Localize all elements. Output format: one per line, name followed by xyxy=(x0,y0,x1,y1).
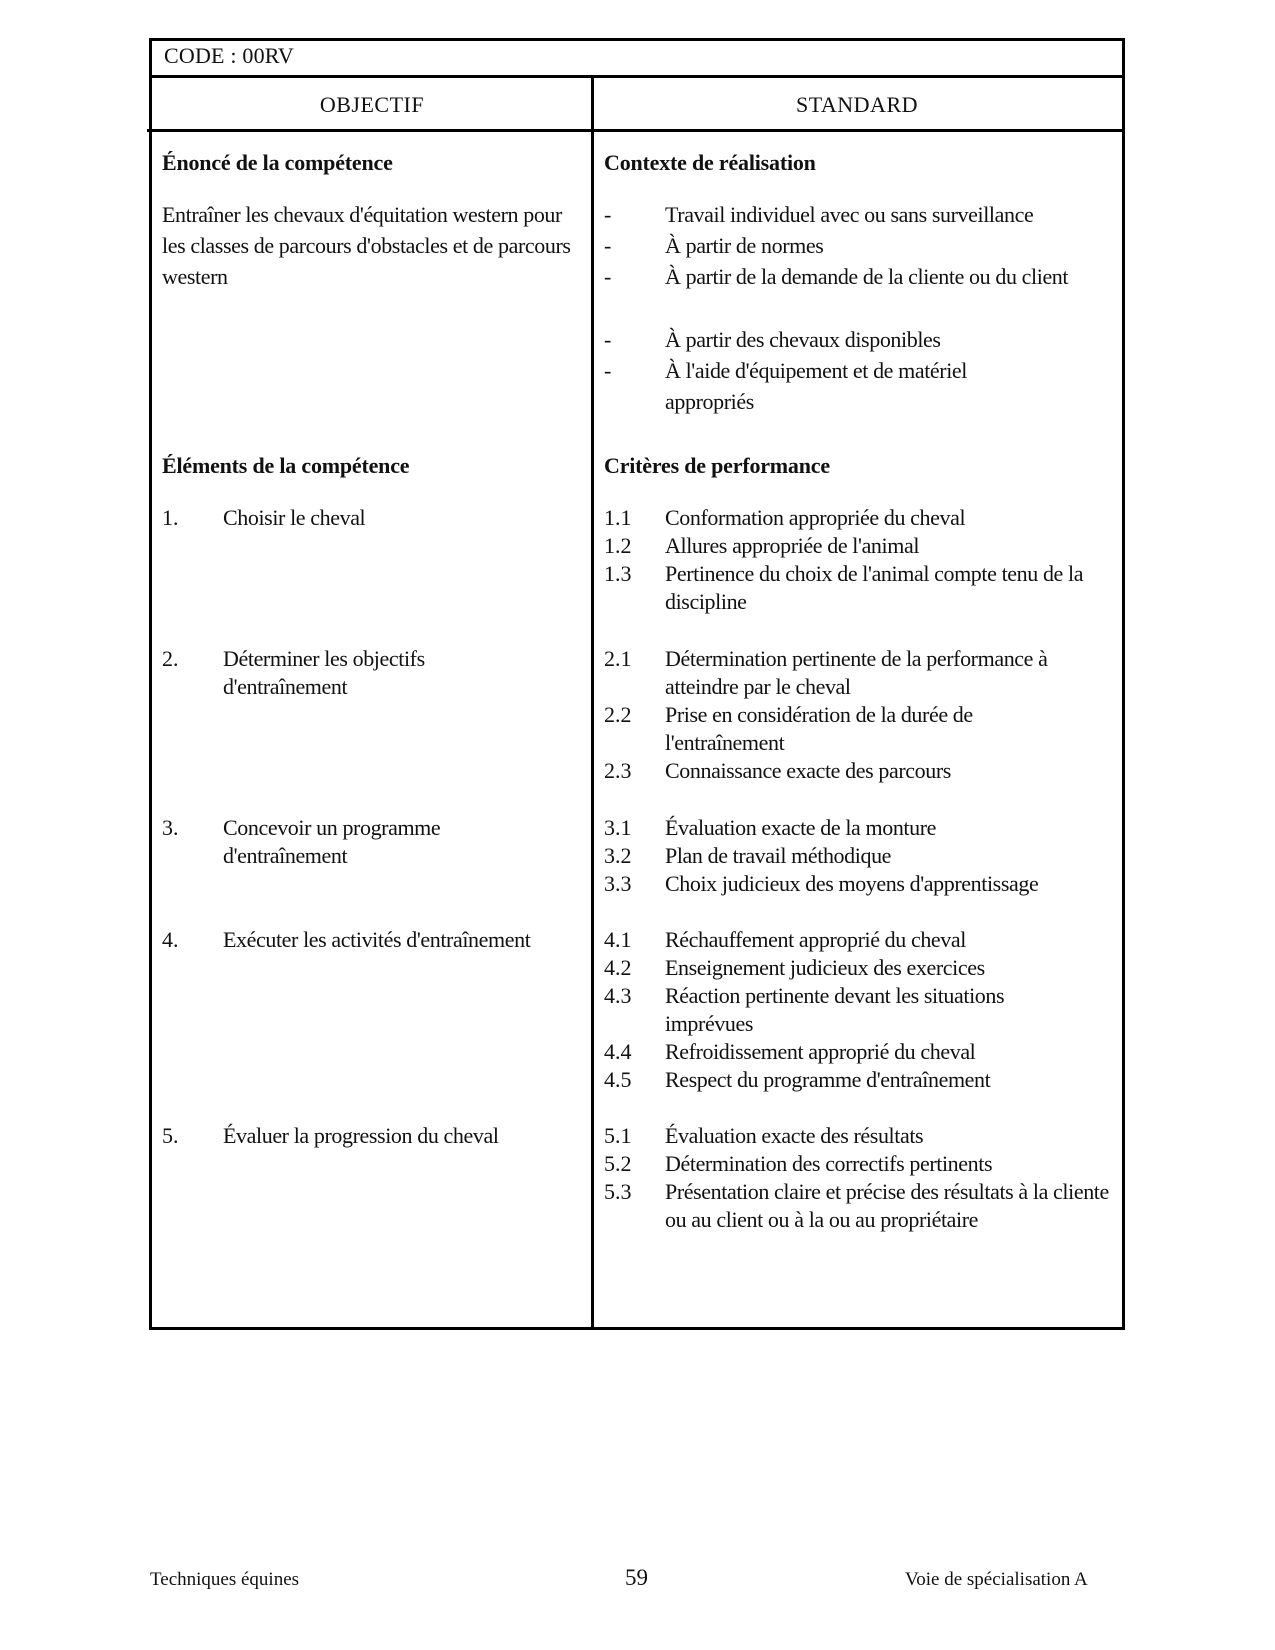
critere-text: Réchauffement approprié du cheval xyxy=(665,927,966,952)
elements-title: Éléments de la compétence xyxy=(162,453,410,478)
contexte-text: À l'aide d'équipement et de matériel appropriés xyxy=(665,358,968,414)
contexte-text: Travail individuel avec ou sans surveillance xyxy=(665,202,1034,227)
footer-program-name: Techniques équines xyxy=(150,1569,300,1590)
contexte-text: À partir des chevaux disponibles xyxy=(665,327,941,352)
contexte-item xyxy=(604,261,1082,292)
element-number: 1. xyxy=(162,505,179,530)
element-item xyxy=(162,504,581,532)
critere-text: Plan de travail méthodique xyxy=(665,843,892,868)
bullet-dash: - xyxy=(604,358,612,383)
critere-item xyxy=(604,842,1112,870)
contexte-item xyxy=(604,355,982,417)
critere-text: Réaction pertinente devant les situations imprévues xyxy=(665,983,1005,1036)
footer-page-number: 59 xyxy=(625,1565,648,1590)
critere-item xyxy=(604,954,1112,982)
header-row xyxy=(152,78,1122,132)
critere-text: Pertinence du choix de l'animal compte tenu de la discipline xyxy=(665,561,1084,614)
bullet-dash: - xyxy=(604,233,612,258)
header-objectif: OBJECTIF xyxy=(319,92,425,117)
critere-text: Choix judicieux des moyens d'apprentissage xyxy=(665,871,1039,896)
header-standard: STANDARD xyxy=(795,92,919,117)
critere-number: 5.3 xyxy=(604,1179,632,1204)
critere-item xyxy=(604,1178,1112,1234)
critere-number: 5.2 xyxy=(604,1151,632,1176)
contexte-item xyxy=(604,324,1112,355)
code-row xyxy=(152,41,1122,78)
critere-text: Allures appropriée de l'animal xyxy=(665,533,920,558)
element-text: Exécuter les activités d'entraînement xyxy=(223,927,531,952)
element-text: Choisir le cheval xyxy=(223,505,366,530)
critere-item xyxy=(604,870,1112,898)
critere-item xyxy=(604,560,1112,616)
critere-number: 4.2 xyxy=(604,955,632,980)
element-item xyxy=(162,1122,581,1150)
critere-text: Détermination des correctifs pertinents xyxy=(665,1151,993,1176)
critere-item xyxy=(604,645,1112,701)
critere-text: Détermination pertinente de la performance à atteindre par le cheval xyxy=(665,646,1048,699)
critere-number: 1.1 xyxy=(604,505,632,530)
footer-specialization: Voie de spécialisation A xyxy=(905,1569,1088,1590)
critere-text: Refroidissement approprié du cheval xyxy=(665,1039,976,1064)
critere-item xyxy=(604,504,1112,532)
critere-number: 5.1 xyxy=(604,1123,632,1148)
critere-item xyxy=(604,532,1112,560)
contexte-item xyxy=(604,199,1112,230)
critere-text: Enseignement judicieux des exercices xyxy=(665,955,985,980)
element-number: 2. xyxy=(162,646,179,671)
critere-item xyxy=(604,1038,1112,1066)
critere-item xyxy=(604,814,1112,842)
critere-number: 3.1 xyxy=(604,815,632,840)
standard-column xyxy=(594,132,1122,1327)
element-item xyxy=(162,645,492,701)
element-number: 3. xyxy=(162,815,179,840)
critere-item xyxy=(604,757,1112,785)
critere-number: 4.3 xyxy=(604,983,632,1008)
element-item xyxy=(162,814,492,870)
objectif-column xyxy=(152,132,591,1327)
critere-text: Prise en considération de la durée de l'entraînement xyxy=(665,702,973,755)
critere-number: 1.3 xyxy=(604,561,632,586)
critere-number: 2.2 xyxy=(604,702,632,727)
critere-item xyxy=(604,1066,1112,1094)
critere-text: Respect du programme d'entraînement xyxy=(665,1067,991,1092)
critere-text: Évaluation exacte de la monture xyxy=(665,815,937,840)
element-text: Évaluer la progression du cheval xyxy=(223,1123,499,1148)
critere-number: 4.4 xyxy=(604,1039,632,1064)
contexte-text: À partir de normes xyxy=(665,233,824,258)
critere-item xyxy=(604,1150,1112,1178)
critere-text: Connaissance exacte des parcours xyxy=(665,758,951,783)
critere-item xyxy=(604,926,1112,954)
element-item xyxy=(162,926,581,954)
critere-number: 2.1 xyxy=(604,646,632,671)
critere-text: Conformation appropriée du cheval xyxy=(665,505,966,530)
criteres-title: Critères de performance xyxy=(604,453,830,478)
critere-text: Présentation claire et précise des résultats à la cliente ou au client ou à la ou au propriétaire xyxy=(665,1179,1109,1232)
critere-number: 4.5 xyxy=(604,1067,632,1092)
competency-table xyxy=(149,38,1125,1330)
element-text: Déterminer les objectifs d'entraînement xyxy=(223,646,425,699)
critere-number: 4.1 xyxy=(604,927,632,952)
critere-number: 3.3 xyxy=(604,871,632,896)
element-number: 4. xyxy=(162,927,179,952)
bullet-dash: - xyxy=(604,264,612,289)
critere-item xyxy=(604,701,1062,757)
contexte-item xyxy=(604,230,1112,261)
contexte-title: Contexte de réalisation xyxy=(604,150,816,175)
code-label: CODE : 00RV xyxy=(164,43,294,68)
critere-number: 1.2 xyxy=(604,533,632,558)
enonce-title: Énoncé de la compétence xyxy=(162,150,393,175)
bullet-dash: - xyxy=(604,327,612,352)
critere-number: 2.3 xyxy=(604,758,632,783)
critere-item xyxy=(604,982,1082,1038)
critere-number: 3.2 xyxy=(604,843,632,868)
critere-text: Évaluation exacte des résultats xyxy=(665,1123,924,1148)
element-number: 5. xyxy=(162,1123,179,1148)
element-text: Concevoir un programme d'entraînement xyxy=(223,815,441,868)
critere-item xyxy=(604,1122,1112,1150)
bullet-dash: - xyxy=(604,202,612,227)
contexte-text: À partir de la demande de la cliente ou du client xyxy=(665,264,1069,289)
enonce-text: Entraîner les chevaux d'équitation western pour les classes de parcours d'obstacles et de parcours western xyxy=(162,202,571,289)
